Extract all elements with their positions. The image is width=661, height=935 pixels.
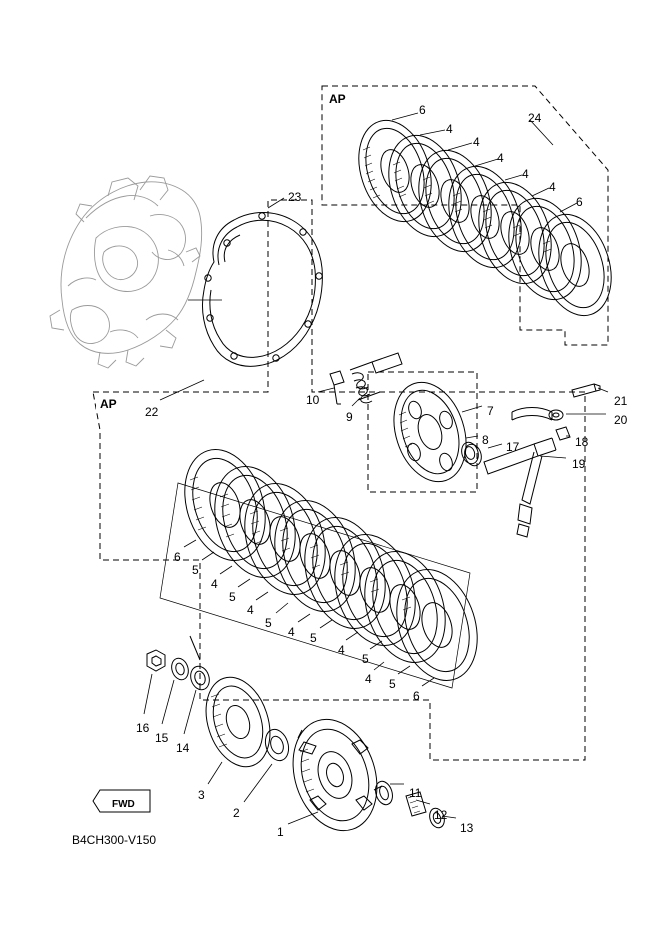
callout-12: 12 (434, 808, 448, 822)
callout-22: 22 (145, 405, 159, 419)
callout-18: 18 (575, 435, 589, 449)
callout-6-l1: 6 (174, 550, 181, 564)
callout-4-t3: 4 (497, 151, 504, 165)
callout-4-t1: 4 (446, 122, 453, 136)
pressure-plate (382, 373, 481, 491)
dashed-group-main (93, 200, 585, 760)
callout-20: 20 (614, 413, 628, 427)
callout-3: 3 (198, 788, 205, 802)
callout-10: 10 (306, 393, 320, 407)
callout-4-l1: 4 (211, 577, 218, 591)
callout-6-top: 6 (419, 103, 426, 117)
crankcase-illustration (50, 176, 202, 368)
part-code: B4CH300-V150 (72, 833, 157, 847)
callout-4-l4: 4 (338, 643, 345, 657)
callout-16: 16 (136, 721, 150, 735)
callout-4-l2: 4 (247, 603, 254, 617)
callout-6-l2: 6 (413, 689, 420, 703)
callout-23: 23 (288, 190, 302, 204)
callout-4-t5: 4 (549, 180, 556, 194)
callout-4-t2: 4 (473, 135, 480, 149)
callout-4-t4: 4 (522, 167, 529, 181)
clutch-spring-bolt (330, 353, 402, 404)
callout-7: 7 (487, 404, 494, 418)
callout-4-l3: 4 (288, 625, 295, 639)
callout-5-l4: 5 (310, 631, 317, 645)
callout-5-l1: 5 (192, 563, 199, 577)
callout-24: 24 (528, 111, 542, 125)
leader-lines-nut-group (144, 674, 196, 734)
callout-2: 2 (233, 806, 240, 820)
fwd-label: FWD (112, 799, 135, 810)
callout-6-t2: 6 (576, 195, 583, 209)
callout-9: 9 (346, 410, 353, 424)
callout-14: 14 (176, 741, 190, 755)
callout-1: 1 (277, 825, 284, 839)
callout-5-l3: 5 (265, 616, 272, 630)
callout-21: 21 (614, 394, 628, 408)
callout-5-l2: 5 (229, 590, 236, 604)
top-plate-stack (347, 111, 624, 325)
main-plate-stack (160, 439, 491, 691)
callout-8: 8 (482, 433, 489, 447)
callout-17: 17 (506, 440, 520, 454)
callout-13: 13 (460, 821, 474, 835)
ap-label-main: AP (96, 396, 121, 412)
callout-11: 11 (409, 786, 422, 800)
callout-19: 19 (572, 457, 586, 471)
nut-washer-group (147, 636, 212, 692)
callout-15: 15 (155, 731, 169, 745)
ap-label-top: AP (325, 91, 350, 107)
clutch-cover-gasket (202, 213, 322, 367)
clutch-housing (195, 669, 390, 842)
callout-5-l6: 5 (389, 677, 396, 691)
callout-4-l5: 4 (365, 672, 372, 686)
callout-5-l5: 5 (362, 652, 369, 666)
